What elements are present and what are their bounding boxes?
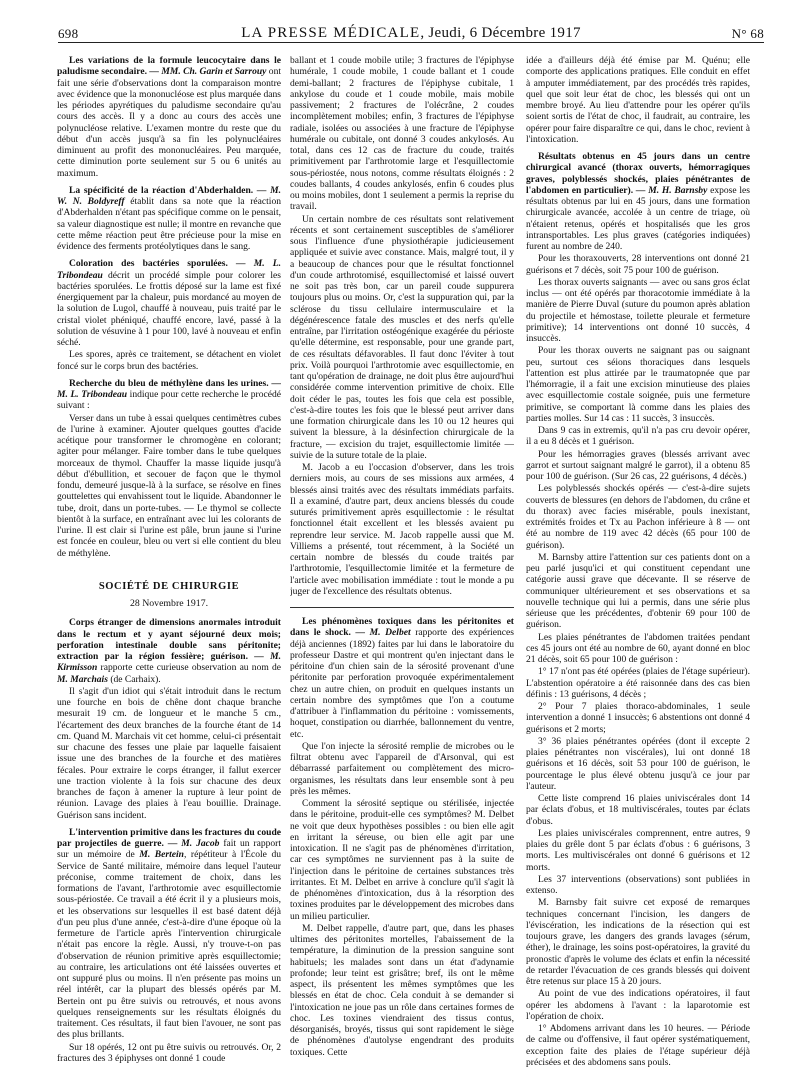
article-paragraph: 3° 36 plaies pénétrantes opérées (dont il excepte 2 plaies pénétrantes non viscérales), lui ont donné 18 guérisons et 16 décès, soit 53 pour 100 de guérison, le pourcentage le plus élevé obtenu jusqu'à ce jour par l'auteur. (526, 735, 750, 792)
article-paragraph: idée a d'ailleurs déjà été émise par M. Quénu; elle comporte des applications pratiques. Elle conduit en effet à amputer immédiatement, par des procédés très rapides, quel que soit leur état de choc, les blessés qui ont un membre broyé. Au lieu d'attendre pour les opérer qu'ils soient sortis de l'état de choc, il faudrait, au contraire, les opérer pour faire disparaître ce qui, dans le choc, revient à l'intoxication. (526, 55, 750, 145)
article-paragraph: M. Barnsby fait suivre cet exposé de remarques techniques concernant l'incision, les dangers de l'éviscération, les indications de la résection qui est toujours grave, les dangers des grands lavages (sérum, éther), le drainage, les soins post-opératoires, la gravité du pronostic d'après le volume des éclats et enfin la nécessité de retarder l'évacuation de ces grands blessés qui doivent être retenus sur place 15 à 20 jours. (526, 897, 750, 987)
article-paragraph: Au point de vue des indications opératoires, il faut opérer les abdomens à l'avant : la laparotomie est l'opération de choix. (526, 988, 750, 1022)
article-text: rapporte cette curieuse observation au nom de (97, 662, 281, 674)
article-title: La spécificité de la réaction d'Abderhalden. (69, 184, 254, 196)
article-author: M. Marchais (57, 673, 108, 685)
article-author: — M. Delbet (350, 627, 411, 639)
article-title: Les phénomènes toxiques dans les péritonites et dans le shock. (290, 616, 514, 639)
article-title: Les variations de la formule leucocytaire dans le paludisme secondaire. (57, 55, 281, 78)
section-date: 28 Novembre 1917. (129, 598, 209, 609)
article-paragraph: Les 37 interventions (observations) sont publiées in extenso. (526, 873, 750, 896)
article-paragraph: M. Delbet rappelle, d'autre part, que, dans les phases ultimes des péritonites mortelles, l'abaissement de la température, la diminution de la pression sanguine sont habituels; les malades sont dans un état d'adynamie profonde; leur teint est grisâtre; bref, ils ont le même aspect, ils présentent les mêmes symptômes que les blessés en état de choc. Cela conduit à se demander si l'intoxication ne joue pas un rôle dans certaines formes de choc. Les toxines viendraient des tissus contus, désorganisés, broyés, tissus qui sont rapidement le siège de phénomènes d'autolyse engendrant des produits toxiques. Cette (290, 922, 514, 1058)
article-text: fait un rapport sur un mémoire de (57, 838, 281, 861)
article-separator (290, 607, 514, 608)
article-paragraph: Sur 18 opérés, 12 ont pu être suivis ou retrouvés. Or, 2 fractures des 3 épiphyses ont donné 1 coude (57, 1041, 281, 1064)
article-text: décrit un procédé simple pour colorer les bactéries sporulées. Le frottis déposé sur la lame est fixé énergiquement par la chaleur, puis mordancé au moyen de la solution de Lugol, chauffé à nouveau, puis traité par le cristal violet phéniqué, chauffé encore, lavé, passé à la solution de vésuvine à 1 pour 100, lavé à nouveau et enfin séché. (57, 269, 281, 348)
article-paragraph: Comment la sérosité septique ou stérilisée, injectée dans le péritoine, produit-elle ces symptômes? M. Delbet ne voit que deux hypothèses possibles : ou bien elle agit en irritant la séreuse, ou bien elle agit par une intoxication. Il ne s'agit pas de phénomènes d'irritation, car ces symptômes ne surviennent pas à la suite de l'injection dans le péritoine de certaines substances très irritantes. Et M. Delbet en arrive à conclure qu'il s'agit là de phénomènes d'intoxication, dus à la résorption des toxines produites par le développement des microbes dans un milieu particulier. (290, 798, 514, 922)
article-abderhalden (57, 185, 281, 253)
article-paragraph: 1° 17 n'ont pas été opérées (plaies de l'étage supérieur). L'abstention opératoire a été raisonnée dans des cas bien définis : 13 guérisons, 4 décès ; (526, 666, 750, 700)
article-paragraph: 2° Pour 7 plaies thoraco-abdominales, 1 seule intervention a donné 1 insuccès; 6 abstentions ont donné 4 guérisons et 2 morts; (526, 701, 750, 735)
article-paragraph: Les plaies pénétrantes de l'abdomen traitées pendant ces 45 jours ont été au nombre de 60, ayant donné en bloc 21 décès, soit 65 pour 100 de guérison : (526, 631, 750, 665)
journal-title: LA PRESSE MÉDICALE (241, 25, 421, 41)
article-author: — M. H. Barnsby (633, 184, 708, 196)
article-paragraph: Les plaies univiscérales comprennent, entre autres, 9 plaies du grêle dont 5 par éclats d'obus : 6 guérisons, 3 morts. Les multiviscérales ont donné 6 guérisons et 12 morts. (526, 827, 750, 873)
article-paragraph: Pour les hémorragies graves (blessés arrivant avec garrot et surtout saignant malgré le garrot), il a obtenu 85 pour 100 de guérison. (Sur 26 cas, 22 guérisons, 4 décès.) (526, 448, 750, 482)
article-paragraph: Cette liste comprend 16 plaies univiscérales dont 14 par éclats d'obus, et 18 multiviscérales, toutes par éclats d'obus. (526, 793, 750, 827)
journal-title-line (178, 25, 644, 42)
article-paragraph: Les spores, après ce traitement, se détachent en violet foncé sur le corps brun des bactéries. (57, 349, 281, 372)
article-paragraph: Les polyblessés shockés opérés — c'est-à-dire sujets couverts de blessures (en dehors de l'abdomen, du crâne et du thorax) avec facies misérable, pouls inexistant, extrémités froides et Tx au Pachon inférieure à 8 — ont été au nombre de 119 avec 42 décès (65 pour 100 de guérison). (526, 483, 750, 551)
article-title: Corps étranger de dimensions anormales introduit dans le rectum et y ayant séjourné deux mois; perforation intestinale double sans péritonite; extraction par la région fessière; guérison. (57, 617, 281, 662)
article-text: (de Carhaix). (107, 673, 161, 685)
article-text: indique pour cette recherche le procédé suivant : (57, 389, 281, 412)
section-title: SOCIÉTÉ DE CHIRURGIE (98, 580, 240, 592)
article-paragraph: Un certain nombre de ces résultats sont relativement récents et sont certainement susceptibles de s'améliorer sous l'influence d'une physiothérapie judicieusement appliquée et suivie avec constance. Mais, malgré tout, il y a beaucoup de chances pour que le résultat fonctionnel d'un coude arthrotomisé, esquillectomisé et laissé ouvert ne soit pas très bon, car un pareil coude suppurera toujours plus ou moins. Or, c'est la suppuration qui, par la sclérose du tissu cellulaire intermusculaire et la dégénérescence fatale des muscles et des nerfs qu'elle entraîne, par l'irritation ostéogénique exagérée du périoste qu'elle détermine, est responsable, pour une grande part, de ces résultats défavorables. Il faut donc l'éviter à tout prix. Voilà pourquoi l'arthrotomie avec esquillectomie, en tant qu'opération de drainage, ne doit plus être aujourd'hui considérée comme intervention primitive de choix. Elle doit céder le pas, toutes les fois que cela est possible, c'est-à-dire toutes les fois que le blessé peut arriver dans une formation chirurgicale dans les 10 ou 12 heures qui suivent la blessure, à la désinfection chirurgicale de la fracture, — excision du trajet, esquillectomie limitée — suivie de la suture totale de la plaie. (290, 213, 514, 461)
article-paragraph: M. Jacob a eu l'occasion d'observer, dans les trois derniers mois, au cours de ses missions aux armées, 4 blessés ainsi traités avec des résultats immédiats parfaits. Il a examiné, d'autre part, deux anciens blessés du coude suturés primitivement après esquillectomie : le résultat fonctionnel était excellent et les blessés avaient pu reprendre leur service. M. Jacob rappelle aussi que M. Villiems a présenté, tout récemment, à la Société un certain nombre de blessés du coude traités par l'arthrotomie, l'esquillectomie limitée et la fermeture de l'article avec mobilisation immédiate : tout le monde a pu juger de l'excellence des résultats obtenus. (290, 462, 514, 597)
article-author: — M. Kirmisson (57, 651, 281, 674)
article-paragraph: Il s'agit d'un idiot qui s'était introduit dans le rectum une fourche en bois de chêne dont chaque branche mesurait 19 cm. de longueur et le manche 5 cm., l'écartement des deux branches de la fourche étant de 14 cm. Quand M. Marchais vit cet homme, celui-ci présentait sur chacune des fesses une plaie par laquelle faisaient issue une des branches de la fourche et des matières fécales. Pour extraire le corps étranger, il fallut exercer une traction violente à la fois sur chacune des deux branches de façon à amener la rupture à leur point de réunion. Lavage des plaies à l'eau bouillie. Drainage. Guérison sans incident. (57, 685, 281, 821)
article-paragraph: 1° Abdomens arrivant dans les 10 heures. — Période de calme ou d'offensive, il faut opérer systématiquement, exception faite des plaies de l'étage supérieur déjà précisées et des abdomens sans pouls. (526, 1023, 750, 1068)
article-author: — MM. Ch. Garin et Sarrouy (147, 66, 267, 78)
article-title: Résultats obtenus en 45 jours dans un centre chirurgical avancé (thorax ouverts, hémorragiques graves, polyblessés shockés, plaies pénétrantes de l'abdomen en particulier). (526, 151, 750, 196)
column-3 (526, 55, 750, 1075)
article-author: M. Bertein (139, 849, 184, 861)
issue-number: N° 68 (731, 26, 764, 41)
page-number: 698 (58, 26, 79, 41)
article-paragraph: Pour les thorax ouverts ne saignant pas ou saignant peu, surtout ces séions thoraciques dans lesquels l'attention est plus attirée par le traumatopnée que par l'hémorragie, il a fait une excision minutieuse des plaies avec esquillectomie costale soignée, puis une fermeture primitive, se comportant là comme dans les plaies des parties molles. Sur 14 cas : 11 succès, 3 insuccès. (526, 345, 750, 424)
article-paragraph: Pour les thoraxouverts, 28 interventions ont donné 21 guérisons et 7 décès, soit 75 pour 100 de guérison. (526, 253, 750, 276)
article-phenomenes-toxiques (290, 616, 514, 740)
article-author: — M. W. N. Boldyreff (57, 184, 281, 207)
article-variations-leucocytaire (57, 55, 281, 179)
article-coloration-bacteries (57, 258, 281, 348)
article-fractures-coude (57, 827, 281, 1041)
page-header (58, 20, 764, 43)
article-author: — M. L. Tribondeau (57, 377, 281, 400)
article-title: Recherche du bleu de méthylène dans les urines. (69, 377, 269, 389)
article-title: L'intervention primitive dans les fractures du coude par projectiles de guerre. (57, 826, 281, 849)
article-corps-etranger (57, 617, 281, 685)
issue-date: , Jeudi, 6 Décembre 1917 (420, 25, 581, 41)
article-resultats-45-jours (526, 151, 750, 252)
column-2 (290, 55, 514, 1075)
article-paragraph: Verser dans un tube à essai quelques centimètres cubes de l'urine à examiner. Ajouter quelques gouttes d'acide acétique pour transformer le chromogène en colorant; agiter pour mélanger. Faire tomber dans le tube quelques morceaux de thymol. Chauffer la masse liquide jusqu'à début d'ébullition, et secouer de façon que le thymol fondu, demeuré jusque-là à la surface, se résolve en fines gouttelettes qui envahissent tout le liquide. Abandonner le tube, droit, dans un porte-tubes. — Le thymol se collecte bientôt à la surface, en entraînant avec lui les colorants de l'urine. Il est clair si l'urine est pâle, brun jaune si l'urine est foncée en couleur, bleu ou vert si elle contient du bleu de méthylène. (57, 412, 281, 559)
article-text: rapporte des expériences déjà anciennes (1892) faites par lui dans le laboratoire du professeur Dastre et qui montrent qu'en injectant dans le péritoine d'un chien sain de la sérosité provenant d'une péritonite par perforation provoquée expérimentalement chez un autre chien, on produit en quelques instants un certain nombre des symptômes que l'on a coutume d'attribuer à l'inflammation du péritoine : vomissements, hoquet, constipation ou diarrhée, ballonnement du ventre, etc. (290, 627, 514, 740)
article-text: ont fait une série d'observations dont la comparaison montre avec évidence que la mononucléose est plus marquée dans les périodes apyrétiques du paludisme secondaire qu'au cours des accès. Il y a donc au cours des accès une polynucléose relative. L'examen montre du reste que du début d'un accès jusqu'à sa fin les polynucléaires diminuent au profit des mononucléaires. Peu marquée, cette diminution porte seulement sur 5 ou 6 unités au maximum. (57, 66, 281, 179)
article-text: expose les résultats obtenus par lui en 45 jours, dans une formation chirurgicale avancée, accolée à un centre de triage, où n'étaient retenus, opérés et hospitalisés que les gros intransportables. Les plus graves (catégories indiquées) furent au nombre de 240. (526, 184, 750, 252)
column-1 (57, 55, 281, 1075)
article-text: , répétiteur à l'École du Service de Santé militaire, mémoire dans lequel l'auteur préconise, comme traitement de choix, dans les formations de l'avant, l'arthrotomie avec esquillectomie sous-périostée. Ce travail a été écrit il y a plusieurs mois, et les observations sur lesquelles il est basé datent déjà d'un peu plus d'une année, c'est-à-dire d'une époque où la fermeture de l'article après l'intervention chirurgicale n'était pas encore la règle. Aussi, n'y trouve-t-on pas d'observation de réunion primitive après esquillectomie; au contraire, les articulations ont été laissées ouvertes et ont suppuré plus ou moins. Il n'en présente pas moins un réel intérêt, car la plupart des blessés opérés par M. Bertein ont pu être suivis ou retrouvés, et nous avons quelques renseignements sur les résultats éloignés du traitement. Ces résultats, il faut bien l'avouer, ne sont pas des plus brillants. (57, 849, 281, 1041)
article-paragraph: Les thorax ouverts saignants — avec ou sans gros éclat inclus — ont été opérés par thoracotomie immédiate à la manière de Pierre Duval (suture du poumon après ablation du projectile et hémostase, toilette pleurale et fermeture primitive); 14 interventions ont donné 10 succès, 4 insuccès. (526, 276, 750, 344)
article-author: — M. L. Tribondeau (57, 258, 281, 281)
article-paragraph: M. Barnsby attire l'attention sur ces patients dont on a peu parlé jusqu'ici et qui constituent cependant une catégorie aussi grave que décevante. Il se réserve de communiquer ultérieurement et ses observations et sa nouvelle technique qui lui a permis, dans une série plus sérieuse que les précédentes, d'obtenir 69 pour 100 de guérison. (526, 551, 750, 631)
article-paragraph: Que l'on injecte la sérosité remplie de microbes ou le filtrat obtenu avec l'appareil de d'Arsonval, qui est débarrassé parfaitement ou complètement des micro-organismes, les résultats dans leur ensemble sont à peu près les mêmes. (290, 740, 514, 797)
article-text: établit dans sa note que la réaction d'Abderhalden n'étant pas spécifique comme on le pensait, sa valeur diagnostique est nulle; il montre en revanche que cette même réaction peut être précieuse pour la mise en évidence des ferments protéolytiques dans le sang. (57, 196, 281, 252)
article-paragraph: ballant et 1 coude mobile utile; 3 fractures de l'épiphyse humérale, 1 coude mobile, 1 coude ballant et 1 coude demi-ballant; 2 fractures de l'épiphyse cubitale, 1 ankylose du coude et 1 coude mobile, mais mobile passivement; 2 fractures de l'olécrâne, 2 coudes incomplètement mobiles; enfin, 3 fractures de l'épiphyse radiale, isolées ou associées à une fracture de l'épiphyse humérale ou cubitale, ont donné 3 coudes ankylosés. Au total, dans ces 12 cas de fracture du coude, traités primitivement par l'arthrotomie large et l'esquillectomie sous-périostée, nous notons, comme résultats éloignés : 2 coudes ballants, 4 coudes ankylosés, enfin 6 coudes plus ou moins mobiles, dont 1 seulement a permis la reprise du travail. (290, 55, 514, 213)
article-bleu-methylene (57, 378, 281, 412)
article-title: Coloration des bactéries sporulées. (69, 258, 228, 270)
article-author: — M. Jacob (163, 838, 220, 849)
article-paragraph: Dans 9 cas in extremis, qu'il n'a pas cru devoir opérer, il a eu 8 décès et 1 guérison. (526, 425, 750, 448)
